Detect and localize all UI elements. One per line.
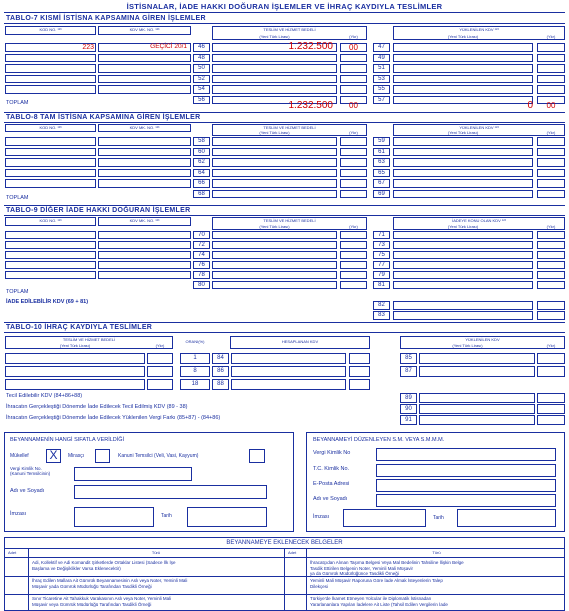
t9-iade-label: İADE EDİLEBİLİR KDV (69 + 81) — [6, 299, 89, 305]
t8-col-teslim-sub: (Yeni Türk Lirası) — [259, 130, 290, 135]
divider — [4, 122, 565, 123]
row-number: 50 — [198, 65, 205, 71]
t8-col-kod-label: KOD NO. ¹²³ — [39, 125, 62, 130]
belgeler-title: BEYANNAMEYE EKLENECEK BELGELER — [226, 540, 343, 546]
kod-input[interactable] — [5, 148, 96, 157]
kdv-mk-input[interactable] — [98, 64, 191, 73]
ykr-input[interactable] — [340, 179, 367, 188]
t9-title: TABLO-9 DİĞER İADE HAKKI DOĞURAN İŞLEMLER — [6, 207, 191, 214]
t8-total-label: TOPLAM — [6, 195, 29, 201]
oran-value: 8 — [193, 368, 197, 374]
ykr-input[interactable] — [537, 311, 565, 320]
kod-input[interactable] — [5, 64, 96, 73]
row-number: 63 — [378, 159, 385, 165]
t7-total-label: TOPLAM — [6, 100, 29, 106]
duzenleyen-imza-label: İmzası — [313, 514, 330, 520]
t9-col-teslim-label: TESLİM VE HİZMET BEDELİ — [263, 218, 316, 223]
row-number: 74 — [198, 252, 205, 258]
row-number: 77 — [378, 262, 385, 268]
row-number: 68 — [198, 190, 205, 197]
ykr-input[interactable] — [537, 137, 565, 146]
ykr-input[interactable] — [349, 353, 370, 364]
kdv-mk-input[interactable] — [98, 261, 191, 269]
tutar-input[interactable] — [393, 301, 533, 310]
row-number: 79 — [378, 272, 385, 278]
tutar-input[interactable] — [212, 54, 337, 63]
tutar-input[interactable] — [393, 148, 533, 157]
ykr-input[interactable] — [537, 366, 565, 377]
row-number: 81 — [378, 282, 385, 288]
t10-col-yuk-label: YÜKLENİLEN KDV — [465, 337, 500, 342]
t10-col-ykr: (Ykr) — [155, 343, 165, 348]
tutar-input[interactable] — [212, 241, 337, 249]
kod-input[interactable] — [5, 158, 96, 167]
row-number: 85 — [405, 355, 412, 361]
ykr-input[interactable] — [349, 379, 370, 390]
tutar-input[interactable] — [212, 261, 337, 269]
kod-input[interactable] — [5, 271, 96, 279]
t7-total-ykr: 00 — [349, 101, 358, 110]
divider — [4, 332, 565, 333]
ykr-input[interactable] — [340, 231, 367, 239]
kdv-mk-input[interactable] — [98, 54, 191, 63]
belgeler-col-adet: Adet — [8, 550, 17, 555]
kod-input[interactable] — [5, 85, 96, 94]
sifat-tarih-label: Tarih — [161, 513, 172, 519]
sifat-vkn-label: Vergi Kimlik No. (Kanuni Temsilcinin) — [10, 466, 51, 476]
belge-left: İhraç Edilen Mallara Ait Gümrük Beyannamesinin Aslı veya Noter, Yeminli Mali Müşavir yada Gümrük Müdürlüğü Tarafından Tasdikli Örneği — [32, 578, 188, 589]
t8-col-yuk-sub: (Yeni Türk Lirası) — [447, 130, 479, 135]
tutar-input[interactable] — [212, 271, 337, 279]
divider — [4, 23, 565, 24]
ykr-input[interactable] — [537, 64, 565, 73]
duzenleyen-tckn-label: T.C. Kimlik No. — [313, 466, 350, 472]
ykr-input[interactable] — [340, 75, 367, 84]
row-number: 80 — [198, 282, 205, 288]
kdv-mk-input[interactable] — [98, 158, 191, 167]
kdv-mk-input[interactable] — [98, 85, 191, 94]
kdv-mk-input[interactable] — [98, 251, 191, 259]
row-number: 48 — [198, 54, 205, 61]
sifat-ad-label: Adı ve Soyadı — [10, 488, 45, 494]
row-number: 71 — [378, 232, 385, 238]
kod-input[interactable] — [5, 241, 96, 249]
ykr-input[interactable] — [340, 137, 367, 146]
divider — [4, 594, 565, 595]
t10-col-ykr2: (Ykr) — [546, 343, 556, 348]
ykr-input[interactable] — [537, 415, 565, 425]
t7-col-yuk-label: YÜKLENİLEN KDV ¹²³ — [459, 27, 499, 32]
tutar-input[interactable] — [5, 366, 145, 377]
ykr-input[interactable] — [340, 261, 367, 269]
t10-col-yuk-sub: (Yeni Türk Lirası) — [452, 343, 483, 348]
ykr-input[interactable] — [340, 271, 367, 279]
tutar-input[interactable] — [419, 353, 535, 364]
kdv-mk-input[interactable] — [98, 148, 191, 157]
ykr-input[interactable] — [340, 158, 367, 167]
ykr-input[interactable] — [340, 281, 367, 289]
divider — [4, 12, 565, 13]
t10-title: TABLO-10 İHRAÇ KAYDIYLA TESLİMLER — [6, 324, 153, 331]
main-title: İSTİSNALAR, İADE HAKKI DOĞURAN İŞLEMLER VE İHRAÇ KAYDIYLA TESLİMLER — [126, 2, 443, 11]
kdv-mk-input[interactable] — [98, 75, 191, 84]
t9-col-ykr2: (Ykr) — [546, 224, 556, 229]
ykr-input[interactable] — [537, 281, 565, 289]
tutar-input[interactable] — [212, 169, 337, 178]
kod-input[interactable] — [5, 261, 96, 269]
divider — [284, 548, 285, 611]
kdv-mk-input[interactable] — [98, 271, 191, 279]
kod-input[interactable] — [5, 137, 96, 146]
duzenleyen-vkn-input[interactable] — [376, 448, 556, 461]
tutar-input[interactable] — [393, 169, 533, 178]
divider — [28, 548, 29, 611]
row-number: 60 — [198, 148, 205, 155]
ykr-input[interactable] — [537, 54, 565, 63]
row-number: 82 — [378, 302, 385, 308]
row-number: 52 — [198, 75, 205, 82]
summary-label: İhracatın Gerçekleştiği Dönemde İade Edilecek Tecil Edilmiş KDV (89 - 38) — [6, 404, 188, 410]
ykr-input[interactable] — [537, 158, 565, 167]
t7-row1-kdv: GEÇİCİ 20/1 — [150, 43, 187, 50]
divider — [4, 215, 565, 216]
ykr-input[interactable] — [537, 301, 565, 310]
ykr-input[interactable] — [537, 190, 565, 199]
row-number: 76 — [198, 262, 205, 268]
ykr-input[interactable] — [537, 404, 565, 414]
row-number: 88 — [217, 381, 224, 387]
row-number: 59 — [378, 138, 385, 144]
t10-col-teslim-sub: (Yeni Türk Lirası) — [59, 343, 91, 348]
row-number: 73 — [378, 242, 385, 248]
t8-col-teslim-label: TESLİM VE HİZMET BEDELİ — [263, 125, 316, 130]
row-number: 61 — [378, 148, 385, 155]
row-number: 86 — [217, 368, 224, 374]
row-number: 69 — [378, 190, 385, 197]
tutar-input[interactable] — [212, 158, 337, 167]
tutar-input[interactable] — [419, 366, 535, 377]
tutar-input[interactable] — [5, 379, 145, 390]
ykr-input[interactable] — [537, 85, 565, 94]
belge-left: Adi, Kollektif ve Adi Komandit Şirketlerde Ortaklar Listesi (Sadece İlk İşe Başlama ve Değişiklikler Varsa Eklenecektir) — [32, 560, 176, 571]
t7-col-kdv-label: KDV MK. NO. ¹²³ — [129, 27, 160, 32]
tutar-input[interactable] — [212, 190, 337, 199]
row-number: 65 — [378, 169, 385, 176]
summary-label: Tecil Edilebilir KDV (84+86+88) — [6, 393, 83, 399]
row-number: 70 — [198, 232, 205, 238]
belgeler-col-tur: Türü — [151, 550, 161, 555]
divider — [4, 576, 565, 577]
sifat-vkn-input[interactable] — [74, 467, 192, 481]
ykr-input[interactable] — [340, 64, 367, 73]
row-number: 89 — [405, 395, 412, 401]
tutar-input[interactable] — [393, 64, 533, 73]
divider — [4, 322, 565, 323]
sifat-imza-box[interactable] — [74, 507, 154, 527]
ykr-input[interactable] — [340, 190, 367, 199]
belgeler-col-tur2: Türü — [432, 550, 441, 555]
t8-title: TABLO-8 TAM İSTİSNA KAPSAMINA GİREN İŞLEMLER — [6, 114, 201, 121]
checkbox-kanuni-temsilci[interactable] — [249, 449, 265, 463]
tutar-input[interactable] — [212, 64, 337, 73]
t8-col-yuk-label: YÜKLENİLEN KDV ¹²³ — [459, 125, 499, 130]
ykr-input[interactable] — [537, 179, 565, 188]
kod-input[interactable] — [5, 251, 96, 259]
belge-right: İhracatçıdan Alınan Taşıma Belgesi Veya Mal Bedelinin Tahsiline İlişkin Belge Tasdik Ettirilen Belgenin Noter, Yeminli Mali Müşavir ya da Gümrük Müdürlüğünce Tasdikli Örneği — [310, 560, 464, 576]
belge-right: Türkiye'de İkamet Etmeyen Yolcular ile Diplomatik İstisnadan Yararlananlara Yapılan İadelere Ait Liste (Tahsil Edilen Vergilerin İade — [310, 596, 448, 607]
ykr-input[interactable] — [537, 148, 565, 157]
ykr-input[interactable] — [537, 241, 565, 249]
tutar-input[interactable] — [212, 148, 337, 157]
row-number: 67 — [378, 180, 385, 186]
kod-input[interactable] — [5, 169, 96, 178]
tutar-input[interactable] — [212, 75, 337, 84]
ykr-input[interactable] — [537, 251, 565, 259]
tutar-input[interactable] — [393, 311, 533, 320]
row-number: 87 — [405, 368, 412, 374]
t10-col-teslim-label: TESLİM VE HİZMET BEDELİ — [62, 337, 116, 342]
row-number: 72 — [198, 242, 205, 248]
t7-col-kod-label: KOD NO. ¹²³ — [39, 27, 62, 32]
row-number: 57 — [378, 96, 385, 103]
duzenleyen-ad-input[interactable] — [376, 494, 556, 507]
duzenleyen-tarih-label: Tarih — [433, 515, 444, 521]
sifat-opt3-label: Kanuni Temsilci (Veli, Vasi, Kayyum) — [118, 453, 199, 459]
ykr-input[interactable] — [147, 379, 173, 390]
t9-col-kdv-label: KDV MK. NO. ¹²³ — [129, 218, 160, 223]
sifat-tarih-input[interactable] — [187, 507, 267, 527]
kod-input[interactable] — [5, 179, 96, 188]
tutar-input[interactable] — [212, 179, 337, 188]
kdv-mk-input[interactable] — [98, 179, 191, 188]
tutar-input[interactable] — [393, 179, 533, 188]
t10-col-oran: ORANI(%) — [185, 339, 205, 344]
t7-col-yuk-sub: (Yeni Türk Lirası) — [447, 34, 479, 39]
duzenleyen-imza-box[interactable] — [343, 509, 426, 527]
tutar-input[interactable] — [393, 43, 533, 52]
oran-value: 18 — [191, 381, 199, 387]
ykr-input[interactable] — [147, 366, 173, 377]
sifat-opt2-label: Mirasçı — [68, 453, 85, 459]
row-number: 64 — [198, 169, 205, 176]
t8-col-kdv-label: KDV MK. NO. ¹²³ — [129, 125, 160, 130]
tutar-input[interactable] — [393, 241, 533, 249]
ykr-input[interactable] — [340, 54, 367, 63]
tutar-input[interactable] — [231, 379, 346, 390]
row-number: 58 — [198, 138, 205, 144]
tutar-input[interactable] — [393, 261, 533, 269]
t7-col-teslim-sub: (Yeni Türk Lirası) — [259, 34, 290, 39]
sifat-imza-label: İmzası — [10, 511, 27, 517]
row-number: 51 — [378, 65, 385, 71]
tutar-input[interactable] — [393, 281, 533, 289]
tutar-input[interactable] — [419, 404, 535, 414]
ykr-input[interactable] — [340, 251, 367, 259]
t7-row1-tutar: 1.232.500 — [288, 41, 333, 52]
tutar-input[interactable] — [5, 353, 145, 364]
t7-col-ykr: (Ykr) — [349, 34, 358, 39]
row-number: 49 — [378, 54, 385, 61]
tutar-input[interactable] — [419, 393, 535, 403]
divider — [4, 205, 565, 206]
t7-title: TABLO-7 KISMİ İSTİSNA KAPSAMINA GİREN İŞLEMLER — [6, 15, 206, 22]
divider — [306, 548, 307, 611]
sifat-title: BEYANNAMENİN HANGİ SIFATLA VERİLDİĞİ — [10, 437, 125, 443]
t7-col-ykr2: (Ykr) — [546, 34, 556, 39]
t8-col-ykr2: (Ykr) — [546, 130, 556, 135]
row-number: 56 — [198, 96, 205, 103]
row-number: 47 — [378, 44, 385, 50]
belge-left: Sınır Ticaretine Ait Tahakkuk Varakasının Aslı veya Noter, Yeminli Mali Müşavir veya Gümrük Müdürlüğü Tarafından Tasdikli Örneği — [32, 596, 172, 607]
t7-row1-kod: 223 — [82, 44, 94, 51]
row-number: 54 — [198, 86, 205, 92]
tutar-input[interactable] — [212, 85, 337, 94]
tutar-input[interactable] — [393, 85, 533, 94]
kdv-mk-input[interactable] — [98, 241, 191, 249]
t7-total-right-ykr: 00 — [546, 101, 556, 110]
ykr-input[interactable] — [340, 85, 367, 94]
t10-col-hesap-label: HESAPLANAN KDV — [281, 339, 319, 344]
kdv-mk-input[interactable] — [98, 169, 191, 178]
t8-col-ykr: (Ykr) — [349, 130, 358, 135]
ykr-input[interactable] — [537, 271, 565, 279]
divider — [4, 112, 565, 113]
t7-col-teslim-label: TESLİM VE HİZMET BEDELİ — [263, 27, 316, 32]
ykr-input[interactable] — [147, 353, 173, 364]
ykr-input[interactable] — [340, 169, 367, 178]
tutar-input[interactable] — [231, 366, 346, 377]
ykr-input[interactable] — [537, 75, 565, 84]
tutar-input[interactable] — [212, 251, 337, 259]
tutar-input[interactable] — [419, 415, 535, 425]
t9-col-teslim-sub: (Yeni Türk Lirası) — [259, 224, 290, 229]
ykr-input[interactable] — [537, 169, 565, 178]
row-number: 84 — [217, 355, 224, 361]
kod-input[interactable] — [5, 75, 96, 84]
row-number: 46 — [198, 44, 205, 50]
duzenleyen-eposta-label: E-Posta Adresi — [313, 481, 350, 487]
ykr-input[interactable] — [537, 353, 565, 364]
checkbox-mirasci[interactable] — [95, 449, 110, 463]
kod-input[interactable] — [5, 231, 96, 239]
t9-col-ykr: (Ykr) — [349, 224, 358, 229]
t7-row1-ykr: 00 — [349, 43, 358, 52]
summary-label: İhracatın Gerçekleştiği Dönemde İade Edilecek Yüklenilen Vergi Farkı (85+87) - (84+86) — [6, 415, 221, 421]
tutar-input[interactable] — [393, 190, 533, 199]
t9-col-kod-label: KOD NO. ¹²³ — [39, 218, 62, 223]
row-number: 62 — [198, 159, 205, 165]
row-number: 75 — [378, 252, 385, 258]
tutar-input[interactable] — [212, 231, 337, 239]
t7-total-right-tutar: 0 — [527, 100, 533, 111]
row-number: 78 — [198, 272, 205, 278]
ykr-input[interactable] — [340, 241, 367, 249]
sifat-opt1-label: Mükellef — [10, 453, 29, 459]
belgeler-col-adet2: Adet — [288, 550, 297, 555]
row-number: 90 — [405, 406, 412, 412]
duzenleyen-tarih-input[interactable] — [457, 509, 556, 527]
row-number: 55 — [378, 86, 385, 92]
row-number: 83 — [378, 312, 385, 318]
ykr-input[interactable] — [537, 231, 565, 239]
kod-input[interactable] — [5, 54, 96, 63]
tutar-input[interactable] — [393, 251, 533, 259]
duzenleyen-ad-label: Adı ve Soyadı — [313, 496, 348, 502]
row-number: 53 — [378, 75, 385, 82]
ykr-input[interactable] — [537, 393, 565, 403]
tutar-input[interactable] — [393, 75, 533, 84]
belge-right: Yeminli Mali Müşavir Raporuna Göre İade Almak İsteyenlerin Talep Dilekçesi — [310, 578, 443, 589]
kdv-mk-input[interactable] — [98, 231, 191, 239]
row-number: 66 — [198, 180, 205, 186]
ykr-input[interactable] — [349, 366, 370, 377]
oran-value: 1 — [193, 355, 197, 361]
ykr-input[interactable] — [537, 261, 565, 269]
t9-total-label: TOPLAM — [6, 289, 29, 295]
tutar-input[interactable] — [393, 271, 533, 279]
sifat-ad-input[interactable] — [74, 485, 267, 499]
t9-col-iade-sub: (Yeni Türk Lirası) — [447, 224, 479, 229]
checkbox-mukellef-mark: X — [49, 448, 58, 462]
tutar-input[interactable] — [393, 137, 533, 146]
tutar-input[interactable] — [231, 353, 346, 364]
tutar-input[interactable] — [393, 54, 533, 63]
row-number: 91 — [405, 417, 412, 423]
ykr-input[interactable] — [340, 148, 367, 157]
tutar-input[interactable] — [393, 158, 533, 167]
duzenleyen-title: BEYANNAMEYİ DÜZENLEYEN S.M. VEYA S.M.M.M. — [313, 437, 445, 443]
duzenleyen-eposta-input[interactable] — [376, 479, 556, 492]
tutar-input[interactable] — [212, 137, 337, 146]
duzenleyen-vkn-label: Vergi Kimlik No — [313, 450, 351, 456]
t7-total-tutar: 1.232.500 — [288, 100, 333, 111]
ykr-input[interactable] — [537, 43, 565, 52]
tutar-input[interactable] — [393, 231, 533, 239]
tutar-input[interactable] — [212, 281, 337, 289]
duzenleyen-tckn-input[interactable] — [376, 464, 556, 477]
t9-col-iade-label: İADEYE KONU OLAN KDV ¹²³ — [452, 218, 506, 223]
kdv-mk-input[interactable] — [98, 137, 191, 146]
